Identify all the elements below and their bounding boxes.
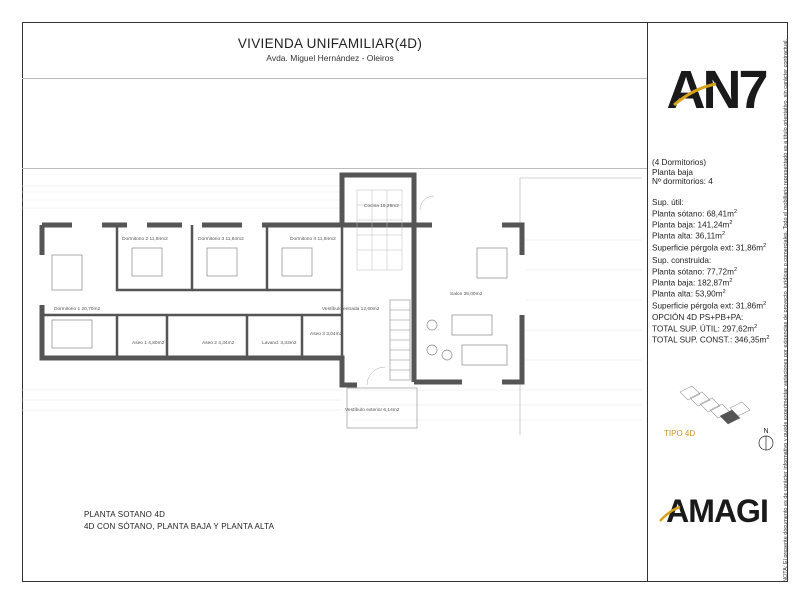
useful-area-line: Superficie pérgola ext: $31,86m^2$	[652, 242, 767, 253]
built-area-label: Sup. construida:	[652, 256, 712, 265]
built-area-line: Planta baja: $182,87m^2$	[652, 277, 733, 288]
key-plan	[676, 378, 756, 426]
an7-logo	[654, 58, 778, 118]
windows	[39, 222, 525, 385]
plan-name: PLANTA SOTANO 4D	[84, 510, 166, 519]
useful-area-line: Planta sótano: $68,41m^2$	[652, 208, 737, 219]
room-label: Lavand. 3,33m2	[262, 341, 297, 346]
svg-text:AMAGI: AMAGI	[666, 493, 768, 528]
room-label: Dormitorio 1 20,70m2	[54, 307, 101, 312]
option-label: OPCIÓN 4D PS+PB+PA:	[652, 313, 744, 322]
room-label: Vestíbulo exterior 6,14m2	[345, 408, 400, 413]
useful-area-line: Planta baja: $141,24m^2$	[652, 219, 733, 230]
guide-line	[22, 78, 647, 79]
room-label: Dormitorio 4 11,84m2	[290, 237, 336, 242]
built-area-line: Planta alta: $53,90m^2$	[652, 289, 726, 299]
room-label: Aseo 3 3,04m2	[310, 332, 343, 337]
useful-area-line: Planta alta: $36,11m^2$	[652, 231, 726, 241]
furniture	[52, 248, 507, 365]
useful-area-block	[652, 198, 766, 253]
room-label: Aseo 2 4,34m2	[202, 341, 235, 346]
svg-text:AN7: AN7	[666, 60, 766, 118]
room-label: Dormitorio 2 11,84m2	[122, 237, 168, 242]
page-title: VIVIENDA UNIFAMILIAR(4D)	[237, 36, 423, 51]
door-swing	[367, 367, 385, 385]
built-area-line: Planta sótano: $77,72m^2$	[652, 266, 737, 277]
site-hatching	[22, 186, 642, 420]
legal-note: NOTA: El presente documento es de carácter informativo y puede experimentar variaciones por exigencias de proyecto, jurídicas o comerciales. Todo el mobiliario representado es a título orientativo, sin carácter contractual.	[783, 38, 789, 582]
total-useful: TOTAL SUP. ÚTIL: $297,62m^2$	[652, 323, 758, 334]
room-label: Vestíbulo entrada 12,60m2	[322, 307, 380, 312]
totals-block	[652, 313, 769, 345]
svg-text:N: N	[763, 428, 769, 435]
amagi-logo	[654, 492, 780, 528]
room-label: Aseo 1 4,80m2	[132, 341, 165, 346]
sheet-divider	[647, 22, 648, 582]
floor-plan	[22, 160, 642, 460]
room-label: Dormitorio 3 11,84m2	[198, 237, 244, 242]
info-line: (4 Dormitorios)	[652, 158, 707, 167]
dwelling-info	[652, 158, 713, 187]
built-area-block	[652, 256, 766, 311]
built-area-line: Superficie pérgola ext: $31,86m^2$	[652, 300, 767, 311]
door-swing	[420, 196, 434, 210]
kitchen-tiles	[357, 190, 402, 270]
walls	[42, 175, 522, 385]
room-label: Salon 35,00m2	[450, 292, 483, 297]
staircase	[390, 300, 410, 380]
type-label: TIPO 4D	[664, 429, 696, 438]
plan-description: 4D CON SÓTANO, PLANTA BAJA Y PLANTA ALTA	[84, 522, 275, 531]
page-subtitle: Avda. Miguel Hernández - Oleiros	[266, 53, 394, 63]
total-built: TOTAL SUP. CONST.: $346,35m^2$	[652, 334, 770, 345]
useful-area-label: Sup. útil:	[652, 198, 684, 207]
info-line: Planta baja	[652, 167, 693, 177]
interior-walls	[42, 225, 342, 358]
info-line: Nº dormitorios: 4	[652, 177, 713, 187]
north-arrow-icon	[756, 425, 776, 453]
room-label: Cocina 15,26m2	[364, 204, 399, 209]
